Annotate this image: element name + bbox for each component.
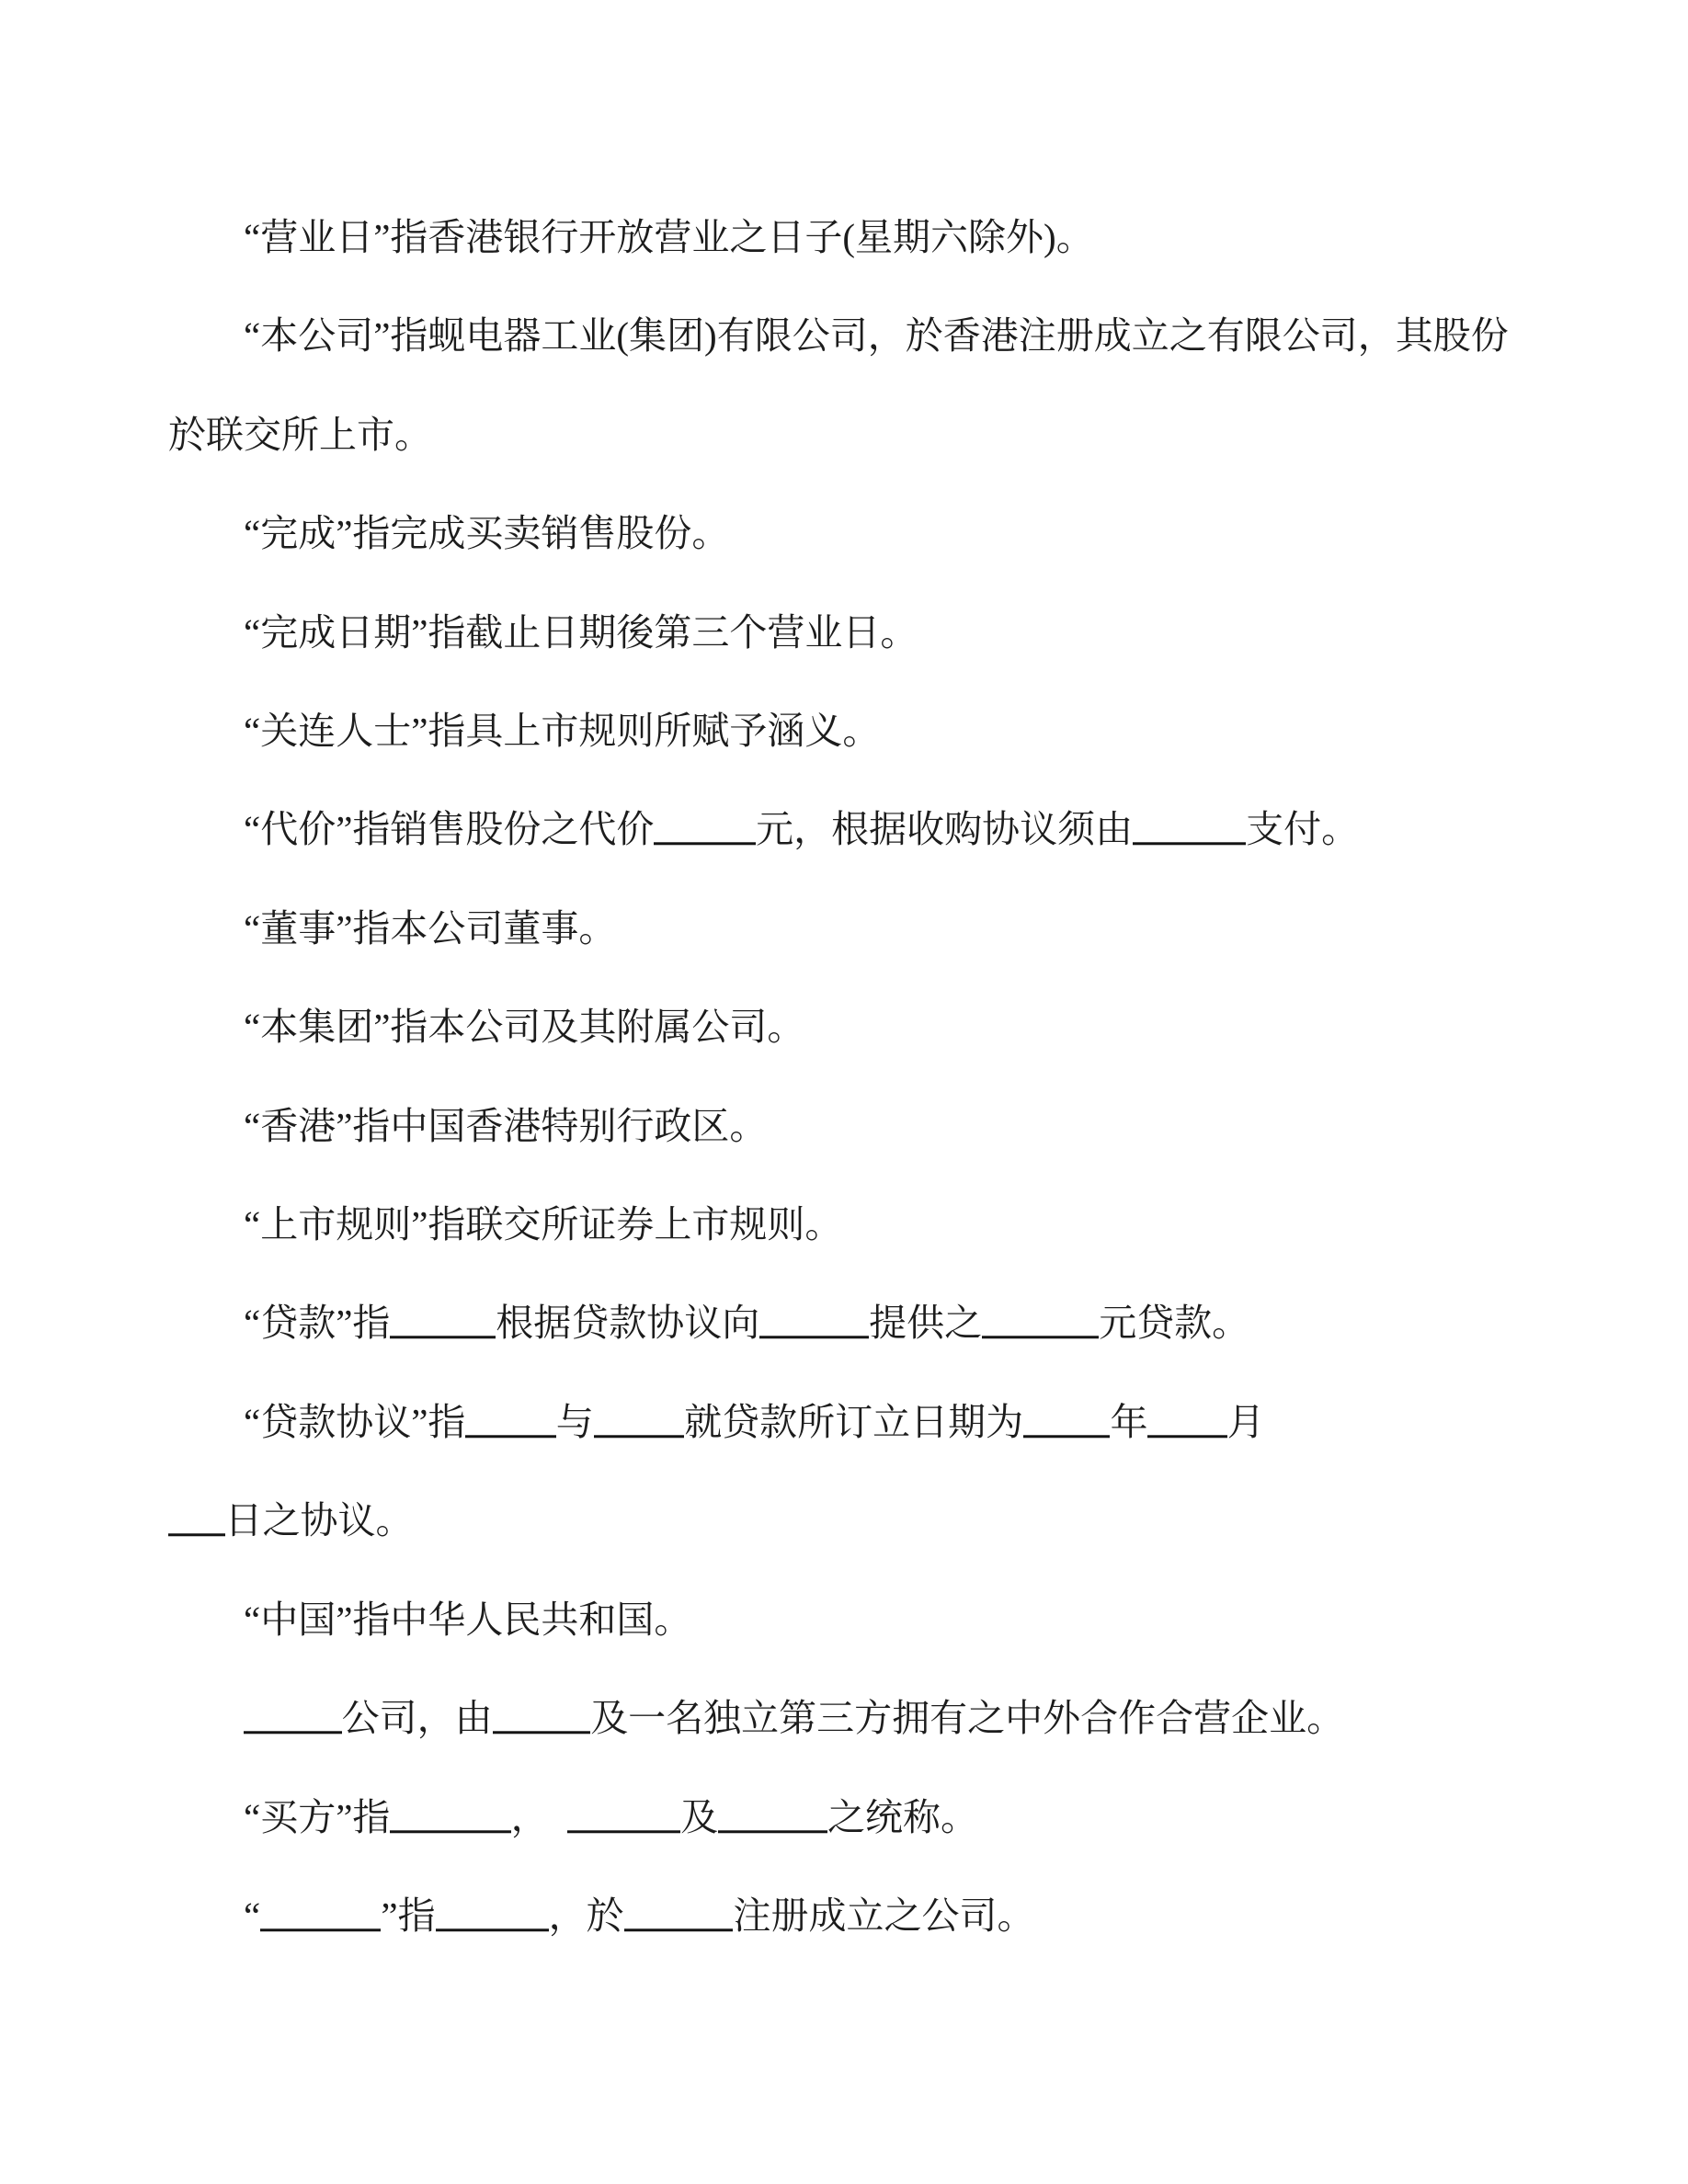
definition-text: 就贷款所订立日期为 — [684, 1400, 1024, 1443]
fill-in-blank — [260, 1893, 381, 1931]
definition-text: “ — [244, 1894, 261, 1937]
definition-paragraph — [168, 682, 1524, 780]
definitions-list — [168, 188, 1524, 1965]
definition-text: 月 — [1226, 1400, 1265, 1443]
fill-in-blank — [1133, 807, 1246, 846]
definition-text: “买方”指 — [244, 1795, 391, 1838]
definition-text: “本集团”指本公司及其附属公司。 — [244, 1006, 805, 1049]
fill-in-blank — [654, 807, 756, 846]
definition-text: “董事”指本公司董事。 — [244, 906, 617, 950]
definition-text: 根据贷款协议向 — [496, 1302, 760, 1345]
definition-text: ”指 — [381, 1894, 436, 1937]
definition-paragraph — [168, 188, 1524, 287]
definition-paragraph — [168, 287, 1524, 484]
definition-text: 日之协议。 — [224, 1499, 414, 1542]
definition-text: 元贷款。 — [1099, 1302, 1250, 1345]
definition-text: 及一名独立第三方拥有之中外合作合营企业。 — [590, 1697, 1345, 1740]
definition-paragraph — [168, 780, 1524, 879]
definition-paragraph — [168, 1077, 1524, 1176]
definition-paragraph — [168, 584, 1524, 682]
definition-text: “关连人士”指具上市规则所赋予涵义。 — [244, 710, 881, 753]
fill-in-blank — [436, 1893, 549, 1931]
fill-in-blank — [493, 1695, 591, 1734]
definition-text: “贷款”指 — [244, 1302, 391, 1345]
definition-paragraph — [168, 1867, 1524, 1965]
fill-in-blank — [594, 1399, 684, 1438]
definition-text: 公司，由 — [341, 1697, 493, 1740]
fill-in-blank — [624, 1893, 734, 1931]
definition-text: “香港”指中国香港特别行政区。 — [244, 1104, 768, 1147]
fill-in-blank — [390, 1794, 510, 1833]
definition-text: “中国”指中华人民共和国。 — [244, 1598, 692, 1641]
fill-in-blank — [718, 1794, 827, 1833]
definition-text: 注册成立之公司。 — [733, 1894, 1035, 1937]
definition-text: “本公司”指蚬电器工业(集团)有限公司，於香港注册成立之有限公司，其股份 — [244, 314, 1509, 358]
fill-in-blank — [567, 1794, 680, 1833]
definition-text: 於联交所上市。 — [168, 413, 432, 456]
definition-paragraph — [168, 1373, 1524, 1571]
definition-paragraph — [168, 1769, 1524, 1867]
definition-text: “完成日期”指截止日期後第三个营业日。 — [244, 610, 918, 654]
fill-in-blank — [168, 1498, 225, 1537]
definition-text: “贷款协议”指 — [244, 1400, 466, 1443]
definition-text: 与 — [555, 1400, 594, 1443]
definition-text: ，於 — [548, 1894, 624, 1937]
definition-text: 年 — [1110, 1400, 1148, 1443]
definition-text: “代价”指销售股份之代价 — [244, 808, 655, 851]
definition-text: “上市规则”指联交所证券上市规则。 — [244, 1203, 843, 1246]
fill-in-blank — [390, 1301, 496, 1339]
definition-paragraph — [168, 1274, 1524, 1372]
definition-text: “营业日”指香港银行开放营业之日子(星期六除外)。 — [244, 216, 1094, 258]
definition-paragraph — [168, 1176, 1524, 1274]
definition-paragraph — [168, 1669, 1524, 1768]
definition-text: 之统称。 — [827, 1795, 978, 1838]
fill-in-blank — [465, 1399, 555, 1438]
definition-text: 提供之 — [869, 1302, 983, 1345]
definition-text: “完成”指完成买卖销售股份。 — [244, 512, 730, 555]
definition-paragraph — [168, 880, 1524, 978]
fill-in-blank — [244, 1695, 342, 1734]
fill-in-blank — [759, 1301, 869, 1339]
definition-text: 元，根据收购协议须由 — [756, 808, 1134, 851]
definition-text: ， — [510, 1795, 568, 1838]
definition-paragraph — [168, 978, 1524, 1076]
fill-in-blank — [1023, 1399, 1110, 1438]
fill-in-blank — [982, 1301, 1099, 1339]
definition-paragraph — [168, 1571, 1524, 1669]
fill-in-blank — [1147, 1399, 1226, 1438]
definition-paragraph — [168, 484, 1524, 583]
definition-text: 支付。 — [1246, 808, 1360, 851]
definition-text: 及 — [680, 1795, 719, 1838]
